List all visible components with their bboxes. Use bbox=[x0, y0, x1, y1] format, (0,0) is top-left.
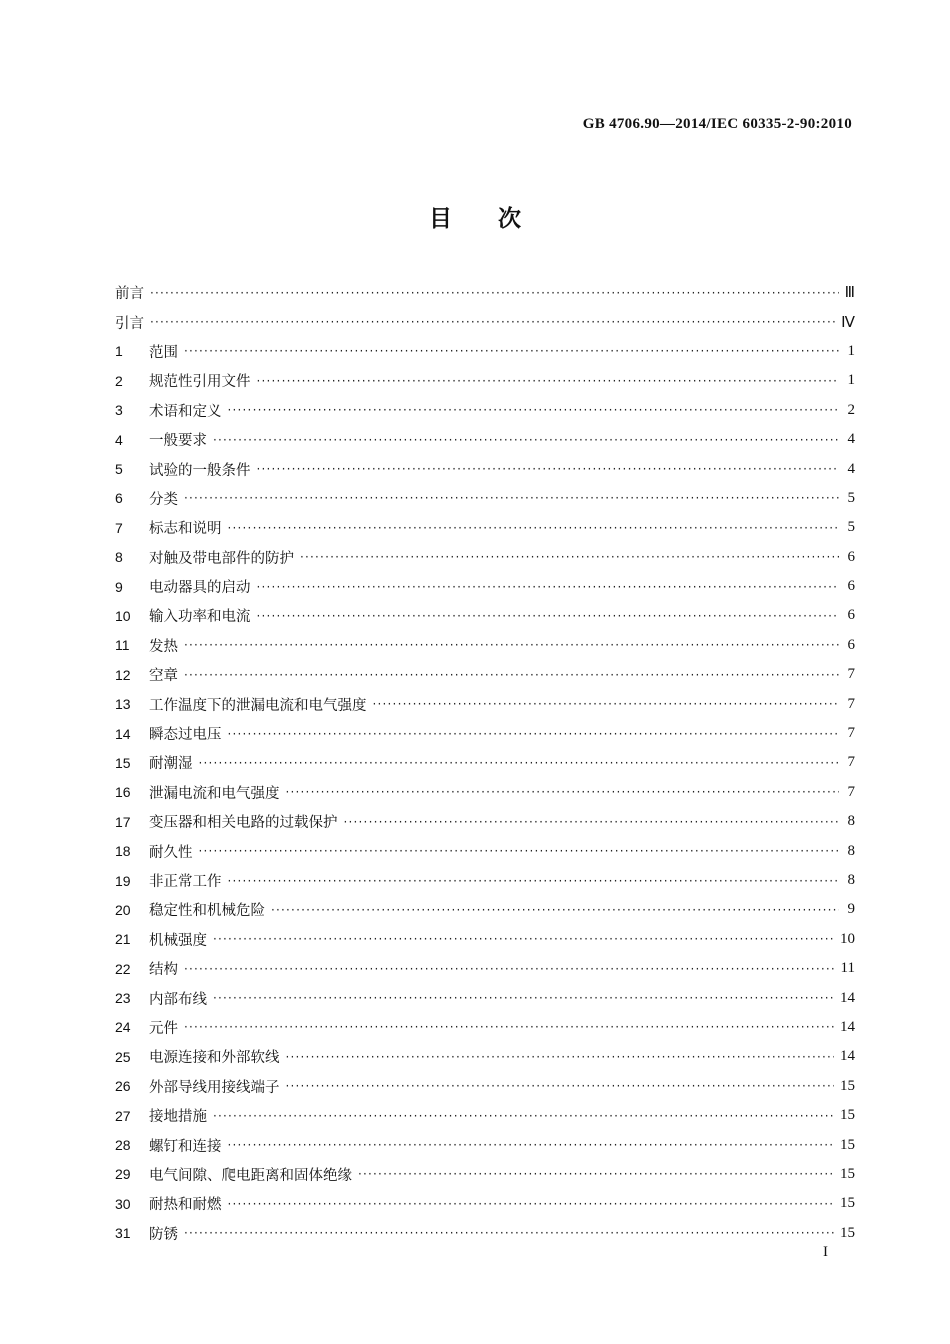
toc-entry-label: 结构 bbox=[149, 962, 178, 979]
toc-entry-label: 范围 bbox=[149, 344, 178, 361]
toc-dot-leader bbox=[228, 1197, 835, 1211]
toc-entry-page: 6 bbox=[847, 636, 855, 653]
toc-entry[interactable] bbox=[115, 1042, 855, 1071]
toc-entry[interactable] bbox=[115, 895, 855, 924]
toc-dot-leader bbox=[271, 903, 839, 917]
toc-entry-page: 15 bbox=[840, 1195, 855, 1212]
toc-dot-leader bbox=[300, 550, 839, 564]
standard-code-header: GB 4706.90—2014/IEC 60335-2-90:2010 bbox=[582, 116, 852, 132]
toc-entry-label: 耐潮湿 bbox=[149, 756, 193, 773]
toc-dot-leader bbox=[150, 315, 835, 329]
toc-entry-label: 电动器具的启动 bbox=[149, 580, 251, 597]
toc-dot-leader bbox=[184, 962, 835, 976]
toc-entry-label: 内部布线 bbox=[149, 991, 207, 1008]
toc-entry-number: 27 bbox=[115, 1107, 131, 1124]
toc-entry[interactable] bbox=[115, 866, 855, 895]
toc-dot-leader bbox=[228, 874, 840, 888]
toc-entry-page: 1 bbox=[847, 372, 855, 389]
toc-entry-number: 18 bbox=[115, 843, 131, 860]
toc-entry-page: 6 bbox=[847, 548, 855, 565]
toc-entry-number: 30 bbox=[115, 1195, 131, 1212]
toc-entry-label: 防锈 bbox=[149, 1226, 178, 1243]
footer-page-number: I bbox=[823, 1244, 828, 1260]
toc-dot-leader bbox=[257, 462, 840, 476]
toc-dot-leader bbox=[373, 697, 840, 711]
toc-entry-number: 13 bbox=[115, 696, 131, 713]
page-title: 目次 bbox=[429, 206, 567, 232]
toc-dot-leader bbox=[228, 521, 840, 535]
toc-entry-number: 4 bbox=[115, 431, 123, 448]
toc-entry-number: 26 bbox=[115, 1078, 131, 1095]
toc-entry-number: 3 bbox=[115, 402, 123, 419]
toc-entry-page: 6 bbox=[847, 607, 855, 624]
toc-entry-page: 4 bbox=[847, 460, 855, 477]
toc-entry-page: 1 bbox=[847, 342, 855, 359]
toc-entry-label: 分类 bbox=[149, 491, 178, 508]
toc-entry-page: 8 bbox=[847, 872, 855, 888]
toc-entry-number: 20 bbox=[115, 901, 131, 918]
toc-dot-leader bbox=[228, 403, 840, 417]
toc-entry-number: 9 bbox=[115, 578, 123, 595]
toc-entry-number: 14 bbox=[115, 725, 131, 742]
toc-entry-page: 14 bbox=[840, 1018, 855, 1035]
toc-dot-leader bbox=[344, 815, 840, 829]
toc-entry[interactable] bbox=[115, 337, 855, 366]
toc-dot-leader bbox=[257, 374, 840, 388]
toc-entry-page: 7 bbox=[847, 725, 855, 742]
toc-entry-page: 15 bbox=[840, 1224, 855, 1241]
toc-entry-number: 17 bbox=[115, 813, 131, 830]
toc-entry-label: 试验的一般条件 bbox=[149, 462, 251, 479]
toc-entry-number: 19 bbox=[115, 872, 131, 889]
toc-entry-label: 电源连接和外部软线 bbox=[149, 1050, 280, 1067]
toc-entry-label: 标志和说明 bbox=[149, 521, 222, 538]
toc-entry-page: 15 bbox=[840, 1077, 855, 1094]
toc-dot-leader bbox=[358, 1167, 834, 1181]
toc-entry[interactable] bbox=[115, 836, 855, 865]
toc-entry[interactable] bbox=[115, 1160, 855, 1189]
toc-entry-page: Ⅳ bbox=[841, 314, 855, 331]
toc-entry-page: 8 bbox=[847, 813, 855, 830]
toc-entry-label: 引言 bbox=[115, 315, 144, 332]
toc-entry[interactable] bbox=[115, 983, 855, 1012]
toc-entry-label: 一般要求 bbox=[149, 433, 207, 450]
toc-dot-leader bbox=[184, 1020, 834, 1034]
toc-entry[interactable] bbox=[115, 1072, 855, 1101]
toc-entry[interactable] bbox=[115, 513, 855, 542]
toc-entry-number: 21 bbox=[115, 931, 131, 948]
toc-dot-leader bbox=[213, 991, 834, 1005]
toc-entry-page: Ⅲ bbox=[844, 285, 855, 302]
toc-entry-page: 5 bbox=[847, 519, 855, 536]
toc-entry-number: 11 bbox=[115, 637, 130, 654]
toc-entry-page: 8 bbox=[847, 842, 855, 859]
toc-entry-number: 22 bbox=[115, 960, 131, 977]
toc-dot-leader bbox=[257, 609, 840, 623]
toc-entry[interactable] bbox=[115, 366, 855, 395]
toc-entry-label: 规范性引用文件 bbox=[149, 374, 251, 391]
toc-entry-number: 24 bbox=[115, 1019, 131, 1036]
toc-entry-page: 15 bbox=[840, 1165, 855, 1182]
toc-entry-label: 输入功率和电流 bbox=[149, 609, 251, 626]
toc-dot-leader bbox=[257, 580, 840, 594]
toc-entry-label: 变压器和相关电路的过载保护 bbox=[149, 815, 338, 832]
toc-entry-page: 5 bbox=[847, 489, 855, 506]
toc-entry-page: 7 bbox=[847, 754, 855, 771]
toc-entry[interactable] bbox=[115, 484, 855, 513]
toc-entry[interactable] bbox=[115, 396, 855, 425]
toc-dot-leader bbox=[286, 785, 840, 799]
toc-entry-number: 23 bbox=[115, 990, 131, 1007]
toc-entry[interactable] bbox=[115, 925, 855, 954]
toc-entry-page: 7 bbox=[847, 695, 855, 712]
toc-entry[interactable] bbox=[115, 719, 855, 748]
table-of-contents bbox=[115, 278, 855, 1248]
toc-entry[interactable] bbox=[115, 631, 855, 660]
toc-entry-number: 2 bbox=[115, 372, 123, 389]
toc-entry[interactable] bbox=[115, 748, 855, 777]
toc-dot-leader bbox=[213, 1109, 834, 1123]
toc-entry-label: 泄漏电流和电气强度 bbox=[149, 785, 280, 802]
toc-entry-label: 耐热和耐燃 bbox=[149, 1197, 222, 1214]
toc-dot-leader bbox=[213, 932, 834, 946]
toc-entry-label: 术语和定义 bbox=[149, 403, 222, 420]
toc-entry[interactable] bbox=[115, 1101, 855, 1130]
toc-dot-leader bbox=[213, 433, 839, 447]
toc-entry-label: 元件 bbox=[149, 1020, 178, 1037]
toc-entry[interactable] bbox=[115, 454, 855, 483]
toc-entry-page: 2 bbox=[847, 401, 855, 418]
toc-entry[interactable] bbox=[115, 778, 855, 807]
toc-entry-number: 25 bbox=[115, 1048, 131, 1065]
toc-entry-label: 瞬态过电压 bbox=[149, 727, 222, 744]
toc-entry-page: 14 bbox=[840, 1048, 855, 1065]
toc-entry[interactable] bbox=[115, 1013, 855, 1042]
toc-entry-number: 8 bbox=[115, 549, 123, 566]
toc-entry-label: 发热 bbox=[149, 638, 178, 655]
toc-entry[interactable] bbox=[115, 689, 855, 718]
toc-dot-leader bbox=[184, 1226, 834, 1240]
toc-entry-page: 15 bbox=[840, 1136, 855, 1153]
toc-entry[interactable] bbox=[115, 543, 855, 572]
toc-entry[interactable] bbox=[115, 1219, 855, 1248]
toc-entry-page: 7 bbox=[847, 666, 855, 683]
toc-entry-page: 10 bbox=[840, 930, 855, 947]
toc-entry-label: 非正常工作 bbox=[149, 874, 222, 890]
toc-entry-number: 6 bbox=[115, 490, 123, 507]
toc-entry-label: 前言 bbox=[115, 286, 144, 303]
toc-entry-label: 耐久性 bbox=[149, 844, 193, 861]
toc-entry-number: 1 bbox=[115, 343, 123, 360]
toc-entry-number: 10 bbox=[115, 607, 131, 624]
toc-dot-leader bbox=[286, 1079, 835, 1093]
toc-entry[interactable] bbox=[115, 807, 855, 836]
toc-entry-number: 12 bbox=[115, 666, 131, 683]
toc-dot-leader bbox=[184, 638, 839, 652]
toc-entry-label: 稳定性和机械危险 bbox=[149, 903, 265, 920]
toc-entry-page: 4 bbox=[847, 431, 855, 448]
toc-entry-number: 7 bbox=[115, 519, 123, 536]
toc-entry[interactable] bbox=[115, 572, 855, 601]
toc-entry[interactable] bbox=[115, 1189, 855, 1218]
toc-entry-label: 螺钉和连接 bbox=[149, 1138, 222, 1155]
toc-entry-number: 31 bbox=[115, 1225, 131, 1242]
toc-dot-leader bbox=[228, 727, 840, 741]
toc-dot-leader bbox=[184, 491, 839, 505]
toc-entry-label: 电气间隙、爬电距离和固体绝缘 bbox=[149, 1167, 352, 1184]
toc-entry[interactable] bbox=[115, 307, 855, 336]
toc-entry-number: 5 bbox=[115, 461, 123, 478]
toc-entry-label: 外部导线用接线端子 bbox=[149, 1079, 280, 1096]
toc-entry[interactable] bbox=[115, 954, 855, 983]
toc-entry-page: 7 bbox=[847, 783, 855, 800]
toc-entry-page: 9 bbox=[847, 901, 855, 918]
toc-entry-page: 14 bbox=[840, 989, 855, 1006]
toc-dot-leader bbox=[150, 286, 839, 300]
toc-entry[interactable] bbox=[115, 601, 855, 630]
toc-entry[interactable] bbox=[115, 425, 855, 454]
toc-dot-leader bbox=[286, 1050, 835, 1064]
toc-entry-page: 11 bbox=[840, 960, 855, 977]
toc-dot-leader bbox=[199, 844, 840, 858]
toc-entry-number: 15 bbox=[115, 754, 131, 771]
toc-entry-label: 空章 bbox=[149, 668, 178, 685]
toc-dot-leader bbox=[228, 1138, 835, 1152]
toc-dot-leader bbox=[199, 756, 840, 770]
toc-entry[interactable] bbox=[115, 660, 855, 689]
toc-entry-label: 工作温度下的泄漏电流和电气强度 bbox=[149, 697, 367, 714]
toc-dot-leader bbox=[184, 668, 839, 682]
toc-entry-label: 机械强度 bbox=[149, 932, 207, 949]
toc-entry-label: 接地措施 bbox=[149, 1109, 207, 1126]
toc-entry-number: 29 bbox=[115, 1166, 131, 1183]
toc-entry-label: 对触及带电部件的防护 bbox=[149, 550, 294, 567]
toc-entry-page: 15 bbox=[840, 1107, 855, 1124]
toc-entry-page: 6 bbox=[847, 578, 855, 595]
toc-entry[interactable] bbox=[115, 278, 855, 307]
toc-entry-number: 16 bbox=[115, 784, 131, 801]
toc-entry[interactable] bbox=[115, 1130, 855, 1159]
toc-dot-leader bbox=[184, 344, 839, 358]
toc-entry-number: 28 bbox=[115, 1137, 131, 1154]
